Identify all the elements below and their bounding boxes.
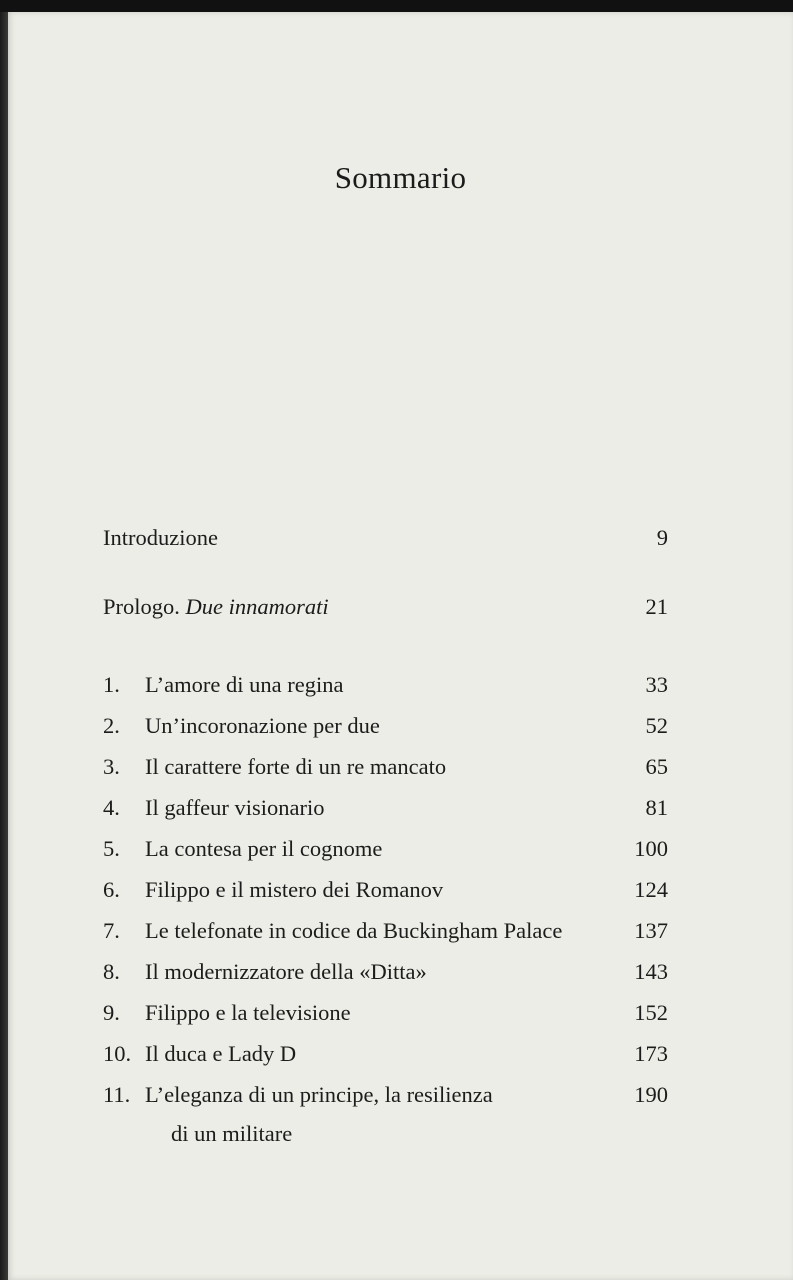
toc-entry-page: 52 [645, 713, 668, 738]
toc-entry-page: 21 [645, 594, 668, 619]
toc-entry-page: 81 [645, 795, 668, 820]
toc-entry-chapter-3 [103, 753, 668, 781]
toc-entry-prologue [103, 593, 668, 621]
chapter-number: 8. [103, 959, 120, 984]
toc-entry-title: Filippo e il mistero dei Romanov [145, 877, 444, 902]
toc-entry-page: 190 [634, 1082, 668, 1107]
toc-entry-chapter-10 [103, 1040, 668, 1068]
toc-entry-chapter-9 [103, 999, 668, 1027]
chapter-number: 5. [103, 836, 120, 861]
toc-entry-chapter-5 [103, 835, 668, 863]
toc-entry-title: Il duca e Lady D [145, 1041, 297, 1066]
toc-entry-title: La contesa per il cognome [145, 836, 383, 861]
chapter-number: 6. [103, 877, 120, 902]
toc-entry-page: 9 [656, 525, 668, 550]
toc-entry-title: Il modernizzatore della «Ditta» [145, 959, 427, 984]
toc-entry-title: L’eleganza di un principe, la resilienza [145, 1082, 493, 1107]
toc-entry-title: Il gaffeur visionario [145, 795, 325, 820]
page-binding-edge [0, 12, 8, 1280]
chapter-number: 3. [103, 754, 120, 779]
toc-entry-title: Le telefonate in codice da Buckingham Palace [145, 918, 563, 943]
toc-entry-chapter-11 [103, 1081, 668, 1109]
toc-entry-page: 100 [634, 836, 668, 861]
toc-entry-chapter-7 [103, 917, 668, 945]
chapter-number: 7. [103, 918, 120, 943]
toc-entry-title: Filippo e la televisione [145, 1000, 351, 1025]
toc-entry-chapter-1 [103, 671, 668, 699]
toc-entry-title [103, 593, 329, 621]
book-page [8, 12, 793, 1280]
chapter-number: 10. [103, 1041, 132, 1066]
toc-entry-chapter-2 [103, 712, 668, 740]
chapter-number: 1. [103, 672, 120, 697]
toc-entry-title: Il carattere forte di un re mancato [145, 754, 447, 779]
toc-entry-title: Introduzione [103, 525, 218, 550]
prologue-subtitle: Due innamorati [185, 594, 329, 619]
toc-entry-title: Un’incoronazione per due [145, 713, 380, 738]
toc-entry-page: 124 [634, 877, 668, 902]
toc-entry-title: L’amore di una regina [145, 672, 344, 697]
toc-entry-chapter-6 [103, 876, 668, 904]
toc-entry-page: 152 [634, 1000, 668, 1025]
toc-entry-chapter-4 [103, 794, 668, 822]
toc-entry-introduction [103, 524, 668, 552]
chapter-number: 4. [103, 795, 120, 820]
toc-entry-title-continuation: di un militare [171, 1121, 293, 1146]
chapter-number: 11. [103, 1082, 131, 1107]
toc-entry-page: 173 [634, 1041, 668, 1066]
toc-entry-page: 137 [634, 918, 668, 943]
chapter-number: 9. [103, 1000, 120, 1025]
toc-entry-page: 143 [634, 959, 668, 984]
page-title: Sommario [334, 160, 467, 195]
prologue-label: Prologo. [103, 594, 180, 619]
toc-entry-page: 65 [645, 754, 668, 779]
toc-entry-chapter-8 [103, 958, 668, 986]
toc-entry-page: 33 [645, 672, 668, 697]
chapter-number: 2. [103, 713, 120, 738]
